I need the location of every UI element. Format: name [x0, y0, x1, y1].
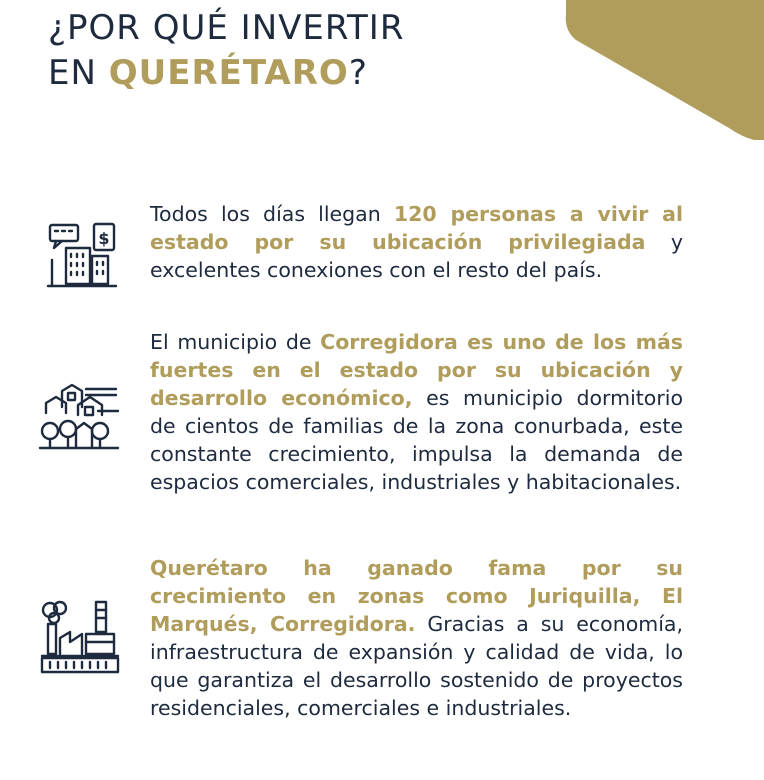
info-item-population: [0, 200, 764, 290]
city-growth-icon: [44, 220, 120, 294]
info-text: [150, 200, 683, 284]
svg-text:$: $: [98, 229, 110, 248]
info-text-plain: El municipio de: [150, 330, 321, 354]
info-text-highlight: Corregidora es uno de los más fuertes en el estado por su ubicación y desarrollo económico,: [150, 330, 683, 410]
info-text-highlight: 120 personas a vivir al estado por su ubicación privilegiada: [150, 202, 684, 254]
decorative-corner-shape: [564, 0, 764, 140]
info-text-plain-end: y excelentes conexiones con el resto del país.: [150, 230, 683, 282]
info-item-growth-zones: [0, 554, 764, 754]
title-line-2-prefix: EN: [48, 53, 109, 93]
page-title: [48, 6, 404, 96]
info-text-plain-end: es municipio dormitorio de cientos de familias de la zona conurbada, este constante crecimiento, impulsa la demanda de espacios comerciales, industriales y habitacionales.: [150, 386, 684, 494]
town-houses-icon: [38, 383, 120, 453]
title-line-1: ¿POR QUÉ INVERTIR: [48, 8, 405, 48]
title-line-2-suffix: ?: [348, 53, 368, 93]
info-item-corregidora: [0, 328, 764, 528]
info-text: [150, 328, 683, 496]
title-highlight: QUERÉTARO: [108, 53, 349, 93]
industrial-plant-icon: [38, 598, 120, 678]
info-text-plain: Todos los días llegan: [150, 202, 394, 226]
info-text-plain-end: Gracias a su economía, infraestructura de expansión y calidad de vida, lo que garantiza el desarrollo sostenido de proyectos residenciales, comerciales e industriales.: [150, 612, 683, 720]
info-text-highlight: Querétaro ha ganado fama por su crecimiento en zonas como Juriquilla, El Marqués, Corregidora.: [150, 556, 683, 636]
info-text: [150, 554, 683, 722]
